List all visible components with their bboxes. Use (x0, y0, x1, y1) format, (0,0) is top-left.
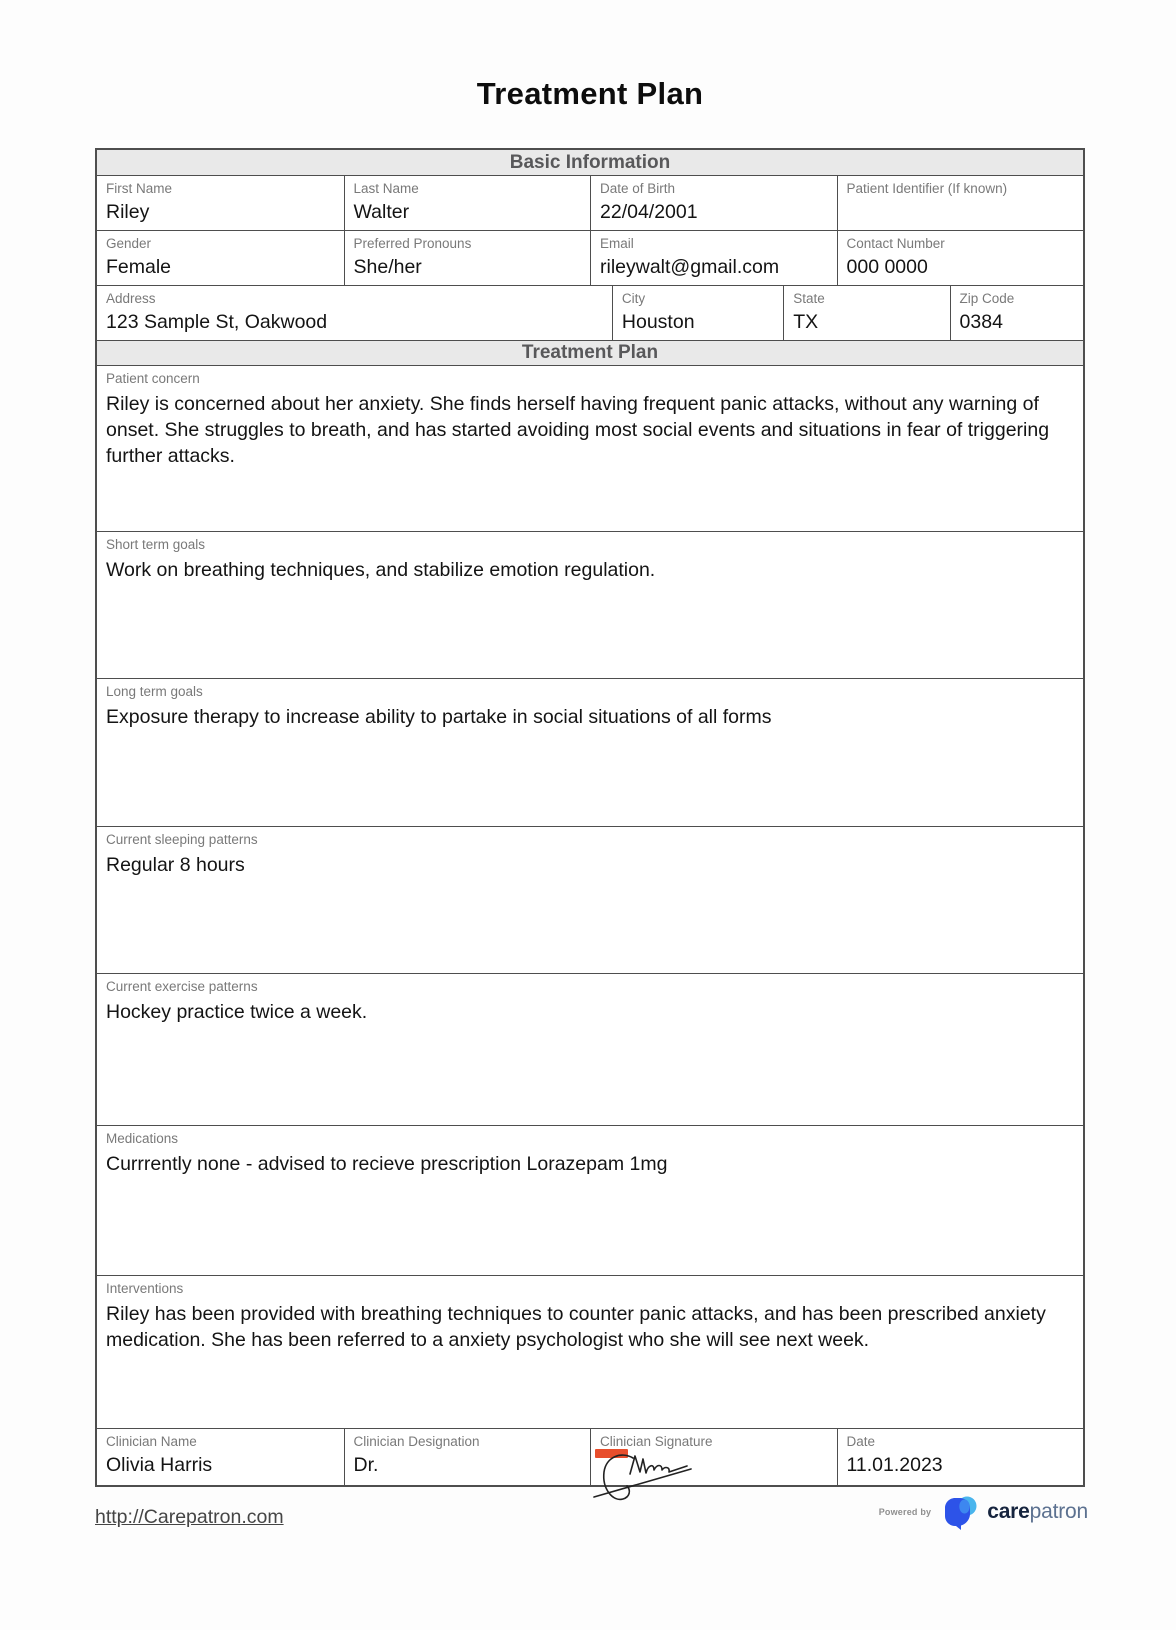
field-gender (97, 231, 344, 285)
field-value: 11.01.2023 (846, 1453, 943, 1476)
row-short-term-goals (97, 531, 1083, 678)
field-label: Clinician Name (106, 1434, 197, 1449)
row-name-dob (97, 175, 1083, 230)
field-label: Zip Code (959, 291, 1015, 306)
field-value: Female (106, 255, 172, 278)
field-value: 000 0000 (846, 255, 928, 278)
field-label: Contact Number (846, 236, 945, 251)
brand-wordmark (987, 1500, 1088, 1524)
field-value: 123 Sample St, Oakwood (106, 310, 328, 333)
field-value: Hockey practice twice a week. (106, 1000, 368, 1023)
row-contact (97, 230, 1083, 285)
field-label: City (621, 291, 646, 306)
field-value: Houston (621, 310, 695, 333)
field-exercise-patterns (97, 974, 1083, 1125)
field-label: Short term goals (106, 537, 206, 552)
field-label: Date (846, 1434, 876, 1449)
field-long-term-goals (97, 679, 1083, 826)
treatment-plan-form (95, 148, 1085, 1487)
carepatron-link[interactable]: http://Carepatron.com (95, 1506, 284, 1528)
carepatron-logo-icon (941, 1493, 981, 1531)
field-date (837, 1429, 1084, 1485)
field-label: Interventions (106, 1281, 184, 1296)
page-title: Treatment Plan (476, 76, 704, 111)
powered-by-label: Powered by (878, 1507, 932, 1517)
brand-care-text: care (987, 1500, 1030, 1523)
field-label: Last Name (353, 181, 419, 196)
field-patient-identifier (837, 176, 1084, 230)
field-value: Currrently none - advised to recieve prescription Lorazepam 1mg (106, 1152, 668, 1175)
field-label: Patient concern (106, 371, 200, 386)
field-label: Clinician Signature (600, 1434, 713, 1449)
field-value: Exposure therapy to increase ability to partake in social situations of all forms (106, 705, 772, 728)
signature-image (591, 1446, 701, 1508)
field-label: State (793, 291, 825, 306)
field-label: Clinician Designation (353, 1434, 480, 1449)
field-value: Riley (106, 200, 150, 223)
field-sleeping-patterns (97, 827, 1083, 973)
field-value: Olivia Harris (106, 1453, 213, 1476)
field-city (612, 286, 783, 340)
field-interventions (97, 1276, 1083, 1428)
field-value: 0384 (959, 310, 1003, 333)
row-patient-concern (97, 365, 1083, 531)
field-label: First Name (106, 181, 173, 196)
field-date-of-birth (590, 176, 837, 230)
field-label: Long term goals (106, 684, 203, 699)
field-last-name (344, 176, 591, 230)
row-address (97, 285, 1083, 340)
field-label: Current exercise patterns (106, 979, 258, 994)
field-email (590, 231, 837, 285)
section-header-basic-information: Basic Information (97, 150, 1083, 175)
field-label: Date of Birth (600, 181, 676, 196)
row-medications (97, 1125, 1083, 1275)
field-value: Walter (353, 200, 410, 223)
field-clinician-signature (590, 1429, 837, 1485)
row-sleeping-patterns (97, 826, 1083, 973)
field-patient-concern (97, 366, 1083, 531)
field-state (783, 286, 949, 340)
field-value: Work on breathing techniques, and stabilize emotion regulation. (106, 558, 656, 581)
field-value: She/her (353, 255, 422, 278)
field-first-name (97, 176, 344, 230)
field-label: Gender (106, 236, 152, 251)
field-label: Preferred Pronouns (353, 236, 472, 251)
row-long-term-goals (97, 678, 1083, 826)
field-value: TX (793, 310, 819, 333)
field-contact-number (837, 231, 1084, 285)
row-exercise-patterns (97, 973, 1083, 1125)
field-zip-code (950, 286, 1083, 340)
field-label: Current sleeping patterns (106, 832, 258, 847)
field-label: Patient Identifier (If known) (846, 181, 1008, 196)
field-clinician-designation (344, 1429, 591, 1485)
field-value: 22/04/2001 (600, 200, 698, 223)
section-header-treatment-plan: Treatment Plan (97, 340, 1083, 365)
brand-patron-text: patron (1029, 1500, 1088, 1523)
row-clinician (97, 1428, 1083, 1485)
field-value: Riley has been provided with breathing techniques to counter panic attacks, and has been prescribed anxiety medication. She has been referred to a anxiety psychologist who she will see next week. (106, 1302, 1046, 1351)
field-value: Riley is concerned about her anxiety. She finds herself having frequent panic attacks, without any warning of onset. She struggles to breath, and has started avoiding most social events and situations in fear of triggering further attacks. (106, 392, 1050, 467)
powered-by-brand (879, 1492, 1088, 1532)
field-preferred-pronouns (344, 231, 591, 285)
field-clinician-name (97, 1429, 344, 1485)
field-address (97, 286, 612, 340)
field-label: Address (106, 291, 156, 306)
field-label: Medications (106, 1131, 179, 1146)
field-value: Dr. (353, 1453, 379, 1476)
field-value: Regular 8 hours (106, 853, 245, 876)
field-label: Email (600, 236, 634, 251)
field-short-term-goals (97, 532, 1083, 678)
field-value: rileywalt@gmail.com (600, 255, 780, 278)
field-medications (97, 1126, 1083, 1275)
row-interventions (97, 1275, 1083, 1428)
